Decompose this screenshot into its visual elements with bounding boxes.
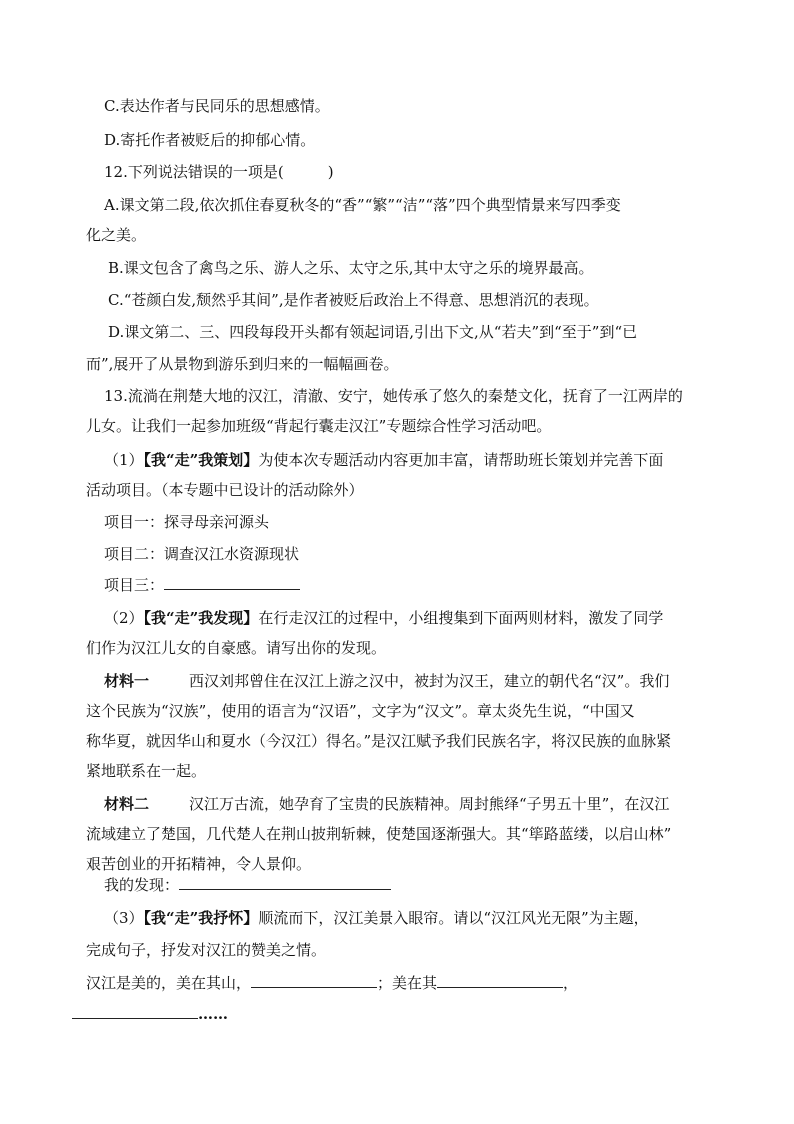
q12-stem-text: 12.下列说法错误的一项是( <box>104 163 284 181</box>
q11-option-d: D.寄托作者被贬后的抑郁心情。 <box>104 131 316 149</box>
part2-title: 【我“走”我发现】 <box>143 609 259 627</box>
material-two-line2: 流域建立了楚国，几代楚人在荆山披荆斩棘，使楚国逐渐强大。其“筚路蓝缕，以启山林” <box>86 825 672 843</box>
q13-intro-cont: 儿女。让我们一起参加班级“背起行囊走汉江”专题综合性学习活动吧。 <box>86 417 552 435</box>
fill-sentence-start: 汉江是美的，美在其山， <box>86 974 252 992</box>
my-discovery-blank[interactable] <box>179 874 391 890</box>
project-one: 项目一：探寻母亲河源头 <box>104 513 270 531</box>
q12-option-a-cont: 化之美。 <box>86 226 147 244</box>
fill-sentence <box>86 972 578 993</box>
q13-part2-cont: 们作为汉江儿女的自豪感。请写出你的发现。 <box>86 639 387 657</box>
project-two: 项目二：调查汉江水资源现状 <box>104 545 300 563</box>
q12-option-d-cont: 而”,展开了从景物到游乐到归来的一幅幅画卷。 <box>86 355 399 373</box>
project-three <box>104 574 300 595</box>
part1-title: 【我“走”我策划】 <box>143 451 259 469</box>
material-two-text: 汉江万古流，她孕育了宝贵的民族精神。周封熊绎“子男五十里”，在汉江 <box>189 795 670 813</box>
material-one <box>104 671 669 691</box>
q12-option-c: C.“苍颜白发,颓然乎其间”,是作者被贬后政治上不得意、思想消沉的表现。 <box>108 291 599 309</box>
part2-number: （2） <box>104 609 144 627</box>
part1-number: （1） <box>104 451 144 469</box>
part3-title: 【我“走”我抒怀】 <box>143 909 259 927</box>
q12-stem-close: ) <box>327 163 334 181</box>
aspect-blank[interactable] <box>437 972 563 988</box>
fill-sentence-mid: ；美在其 <box>377 974 438 992</box>
material-two <box>104 794 669 814</box>
part3-text: 顺流而下，汉江美景入眼帘。请以“汉江风光无限”为主题， <box>258 909 649 927</box>
material-one-line4: 紧地联系在一起。 <box>86 762 207 780</box>
my-discovery-label: 我的发现： <box>104 876 180 894</box>
material-two-line3: 艰苦创业的开拓精神，令人景仰。 <box>86 855 312 873</box>
q12-option-a: A.课文第二段,依次抓住春夏秋冬的“香”“繁”“洁”“落”四个典型情景来写四季变 <box>104 196 621 214</box>
q13-part3-cont: 完成句子，抒发对汉江的赞美之情。 <box>86 941 327 959</box>
q12-stem <box>104 162 334 182</box>
description-blank[interactable] <box>72 1003 198 1019</box>
q13-part2 <box>104 608 663 628</box>
part3-number: （3） <box>104 909 144 927</box>
q13-part1 <box>104 450 663 470</box>
q13-part1-cont: 活动项目。（本专题中已设计的活动除外） <box>86 481 364 499</box>
q13-part3 <box>104 908 649 928</box>
part2-text: 在行走汉江的过程中，小组搜集到下面两则材料，激发了同学 <box>258 609 664 627</box>
material-one-text: 西汉刘邦曾住在汉江上游之汉中，被封为汉王，建立的朝代名“汉”。我们 <box>189 672 670 690</box>
material-two-label: 材料二 <box>104 795 150 813</box>
fill-sentence-comma: ， <box>563 974 579 992</box>
project-three-label: 项目三： <box>104 576 165 594</box>
fill-sentence-cont <box>72 1003 228 1024</box>
material-one-line3: 称华夏，就因华山和夏水（今汉江）得名。”是汉江赋予我们民族名字，将汉民族的血脉紧 <box>86 732 672 750</box>
project-three-blank[interactable] <box>164 574 300 590</box>
my-discovery <box>104 874 391 895</box>
q12-option-b: B.课文包含了禽鸟之乐、游人之乐、太守之乐,其中太守之乐的境界最高。 <box>108 259 594 277</box>
part1-text: 为使本次专题活动内容更加丰富，请帮助班长策划并完善下面 <box>258 451 664 469</box>
q13-intro: 13.流淌在荆楚大地的汉江，清澈、安宁，她传承了悠久的秦楚文化，抚育了一江两岸的 <box>104 387 683 405</box>
material-one-label: 材料一 <box>104 672 150 690</box>
ellipsis: …… <box>198 1005 228 1023</box>
material-one-line2: 这个民族为“汉族”，使用的语言为“汉语”，文字为“汉文”。章太炎先生说，“中国又 <box>86 702 635 720</box>
q12-option-d: D.课文第二、三、四段每段开头都有领起词语,引出下文,从“若夫”到“至于”到“已 <box>108 323 638 341</box>
mountain-blank[interactable] <box>251 972 377 988</box>
q11-option-c: C.表达作者与民同乐的思想感情。 <box>104 97 330 115</box>
